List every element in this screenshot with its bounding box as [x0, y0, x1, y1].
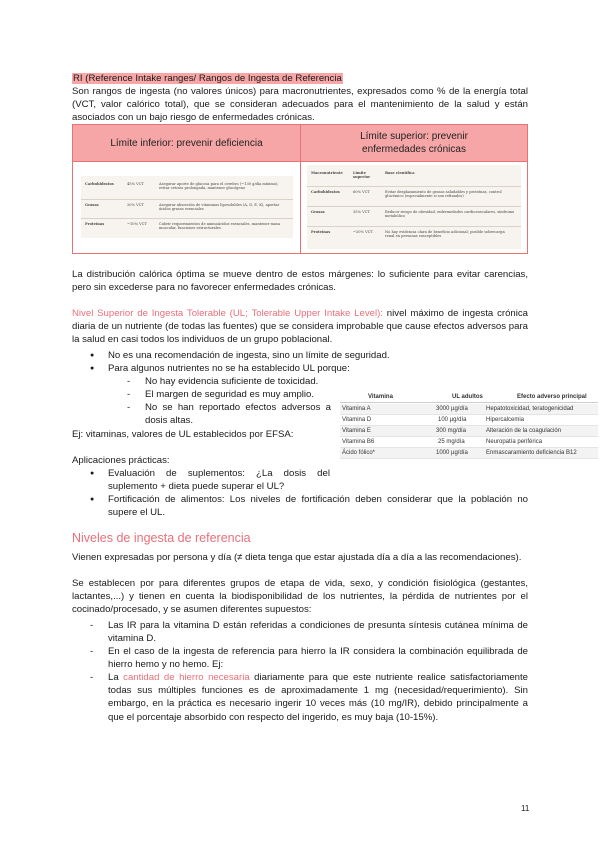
applications-title: Aplicaciones prácticas: — [72, 455, 170, 466]
table-row: Grasas 20% VCT Asegurar absorción de vitaminas liposolubles (A, D, E, K), aportar ácidos grasos esenciales — [81, 199, 293, 216]
table-row: Proteínas ~10% VCT Cubrir requerimientos de aminoácidos esenciales, mantener masa muscular, funciones estructurales — [81, 218, 293, 235]
ul-reason-3: - No se han reportado efectos adversos a dosis altas. — [145, 401, 331, 427]
page-number: 11 — [521, 804, 530, 813]
table-header-row: Vitamina UL adultos Efecto adverso principal — [340, 392, 598, 403]
reference-levels-heading: Niveles de ingesta de referencia — [72, 531, 251, 545]
table-row: Vitamina B6 25 mg/día Neuropatía periférica — [340, 437, 598, 448]
levels-paragraph-2: Se establecen por para diferentes grupos de etapa de vida, sexo, y condición fisiológica (gestantes, lactantes,...) y tienen en cuenta la biodisponibilidad de los nutrientes, la pérdida de nutrientes por el cocinado/procesado, y se asumen diferentes supuestos: — [72, 578, 528, 616]
table-row: Vitamina A 3000 µg/día Hepatotoxicidad, teratogenicidad — [340, 404, 598, 415]
upper-limit-image-table — [307, 165, 521, 249]
ul-definition: Nivel Superior de Ingesta Tolerable (UL; Tolerable Upper Intake Level): nivel máximo de ingesta crónica diaria de un nutriente (de todas las fuentes) que se considera improbable que cause efectos adversos para la salud en casi todos los individuos de un grupo poblacional. — [72, 308, 528, 346]
levels-dash-2: - En el caso de la ingesta de referencia para hierro la IR considera la combinación equilibrada de hierro hemo y no hemo. Ej: — [108, 645, 528, 671]
lower-limit-header: Límite inferior: prevenir deficiencia — [73, 125, 301, 161]
ri-range-table — [72, 124, 528, 254]
table-row: Carbohidratos 45% VCT Asegurar aporte de glucosa para el cerebro (~130 g/día mínimo), evitar cetosis prolongada, mantener glucógeno — [85, 182, 279, 191]
levels-paragraph-1: Vienen expresadas por persona y día (≠ dieta tenga que estar ajustada día a día a las recomendaciones). — [72, 552, 522, 563]
lower-limit-image-table — [81, 176, 293, 238]
ul-reason-2: - El margen de seguridad es muy amplio. — [145, 388, 331, 401]
applications-bullet-2: ● Fortificación de alimentos: Los niveles de fortificación deben considerar que la población no supere el UL. — [108, 493, 528, 519]
ri-heading: RI (Reference Intake ranges/ Rangos de Ingesta de Referencia — [73, 73, 342, 84]
table-row: Grasas 35% VCT Reducir riesgo de obesidad, enfermedades cardiovasculares, síndrome metabólico — [307, 206, 521, 224]
table-row: Proteínas ~20% VCT No hay evidencia clara de beneficio adicional; posible sobrecarga renal en personas susceptibles — [307, 226, 521, 244]
ul-reason-1: - No hay evidencia suficiente de toxicidad. — [145, 375, 331, 388]
levels-dash-3: - La cantidad de hierro necesaria diariamente para que este nutriente realice satisfactoriamente todas sus múltiples funciones es de aproximadamente 1 mg (necesidad/requerimiento). Sin embargo, en la práctica es necesario ingerir 10 veces más (10 mg/IR), debido principalmente a que el porcentaje absorbido con respecto del ingerido, es muy baja (10-15%). — [108, 671, 528, 724]
applications-bullet-1: ● Evaluación de suplementos: ¿La dosis del suplemento + dieta puede superar el UL? — [108, 467, 330, 493]
distribution-paragraph: La distribución calórica óptima se mueve dentro de estos márgenes: lo suficiente para evitar carencias, pero sin excederse para no favorecer enfermedades crónicas. — [72, 269, 528, 294]
ul-bullet-1: ● No es una recomendación de ingesta, sino un límite de seguridad. — [108, 349, 528, 362]
table-row: Vitamina E 300 mg/día Alteración de la coagulación — [340, 426, 598, 437]
ri-paragraph: Son rangos de ingesta (no valores únicos) para macronutrientes, expresados como % de la energía total (VCT, valor calórico total), que se consideran adecuados para el mantenimiento de la salud y están asociados con un bajo riesgo de enfermedades crónicas. — [72, 86, 528, 124]
table-header-row: Macronutriente Límite superior Base científica — [311, 171, 415, 180]
ul-bullet-2: ● Para algunos nutrientes no se ha establecido UL porque: — [108, 362, 528, 375]
table-row: Carbohidratos 60% VCT Evitar desplazamiento de grasas saludables y proteínas, control glucémico (especialmente si son refinados) — [307, 186, 521, 204]
table-row: Vitamina D 100 µg/día Hipercalcemia — [340, 415, 598, 426]
table-row: Ácido fólico* 1000 µg/día Enmascaramiento deficiencia B12 — [340, 448, 598, 459]
upper-limit-header: Límite superior: prevenir enfermedades crónicas — [301, 125, 527, 161]
ul-example: Ej: vitaminas, valores de UL establecidos por EFSA: — [72, 429, 294, 440]
levels-dash-1: - Las IR para la vitamina D están referidas a condiciones de presunta síntesis cutánea mínima de vitamina D. — [108, 619, 528, 645]
